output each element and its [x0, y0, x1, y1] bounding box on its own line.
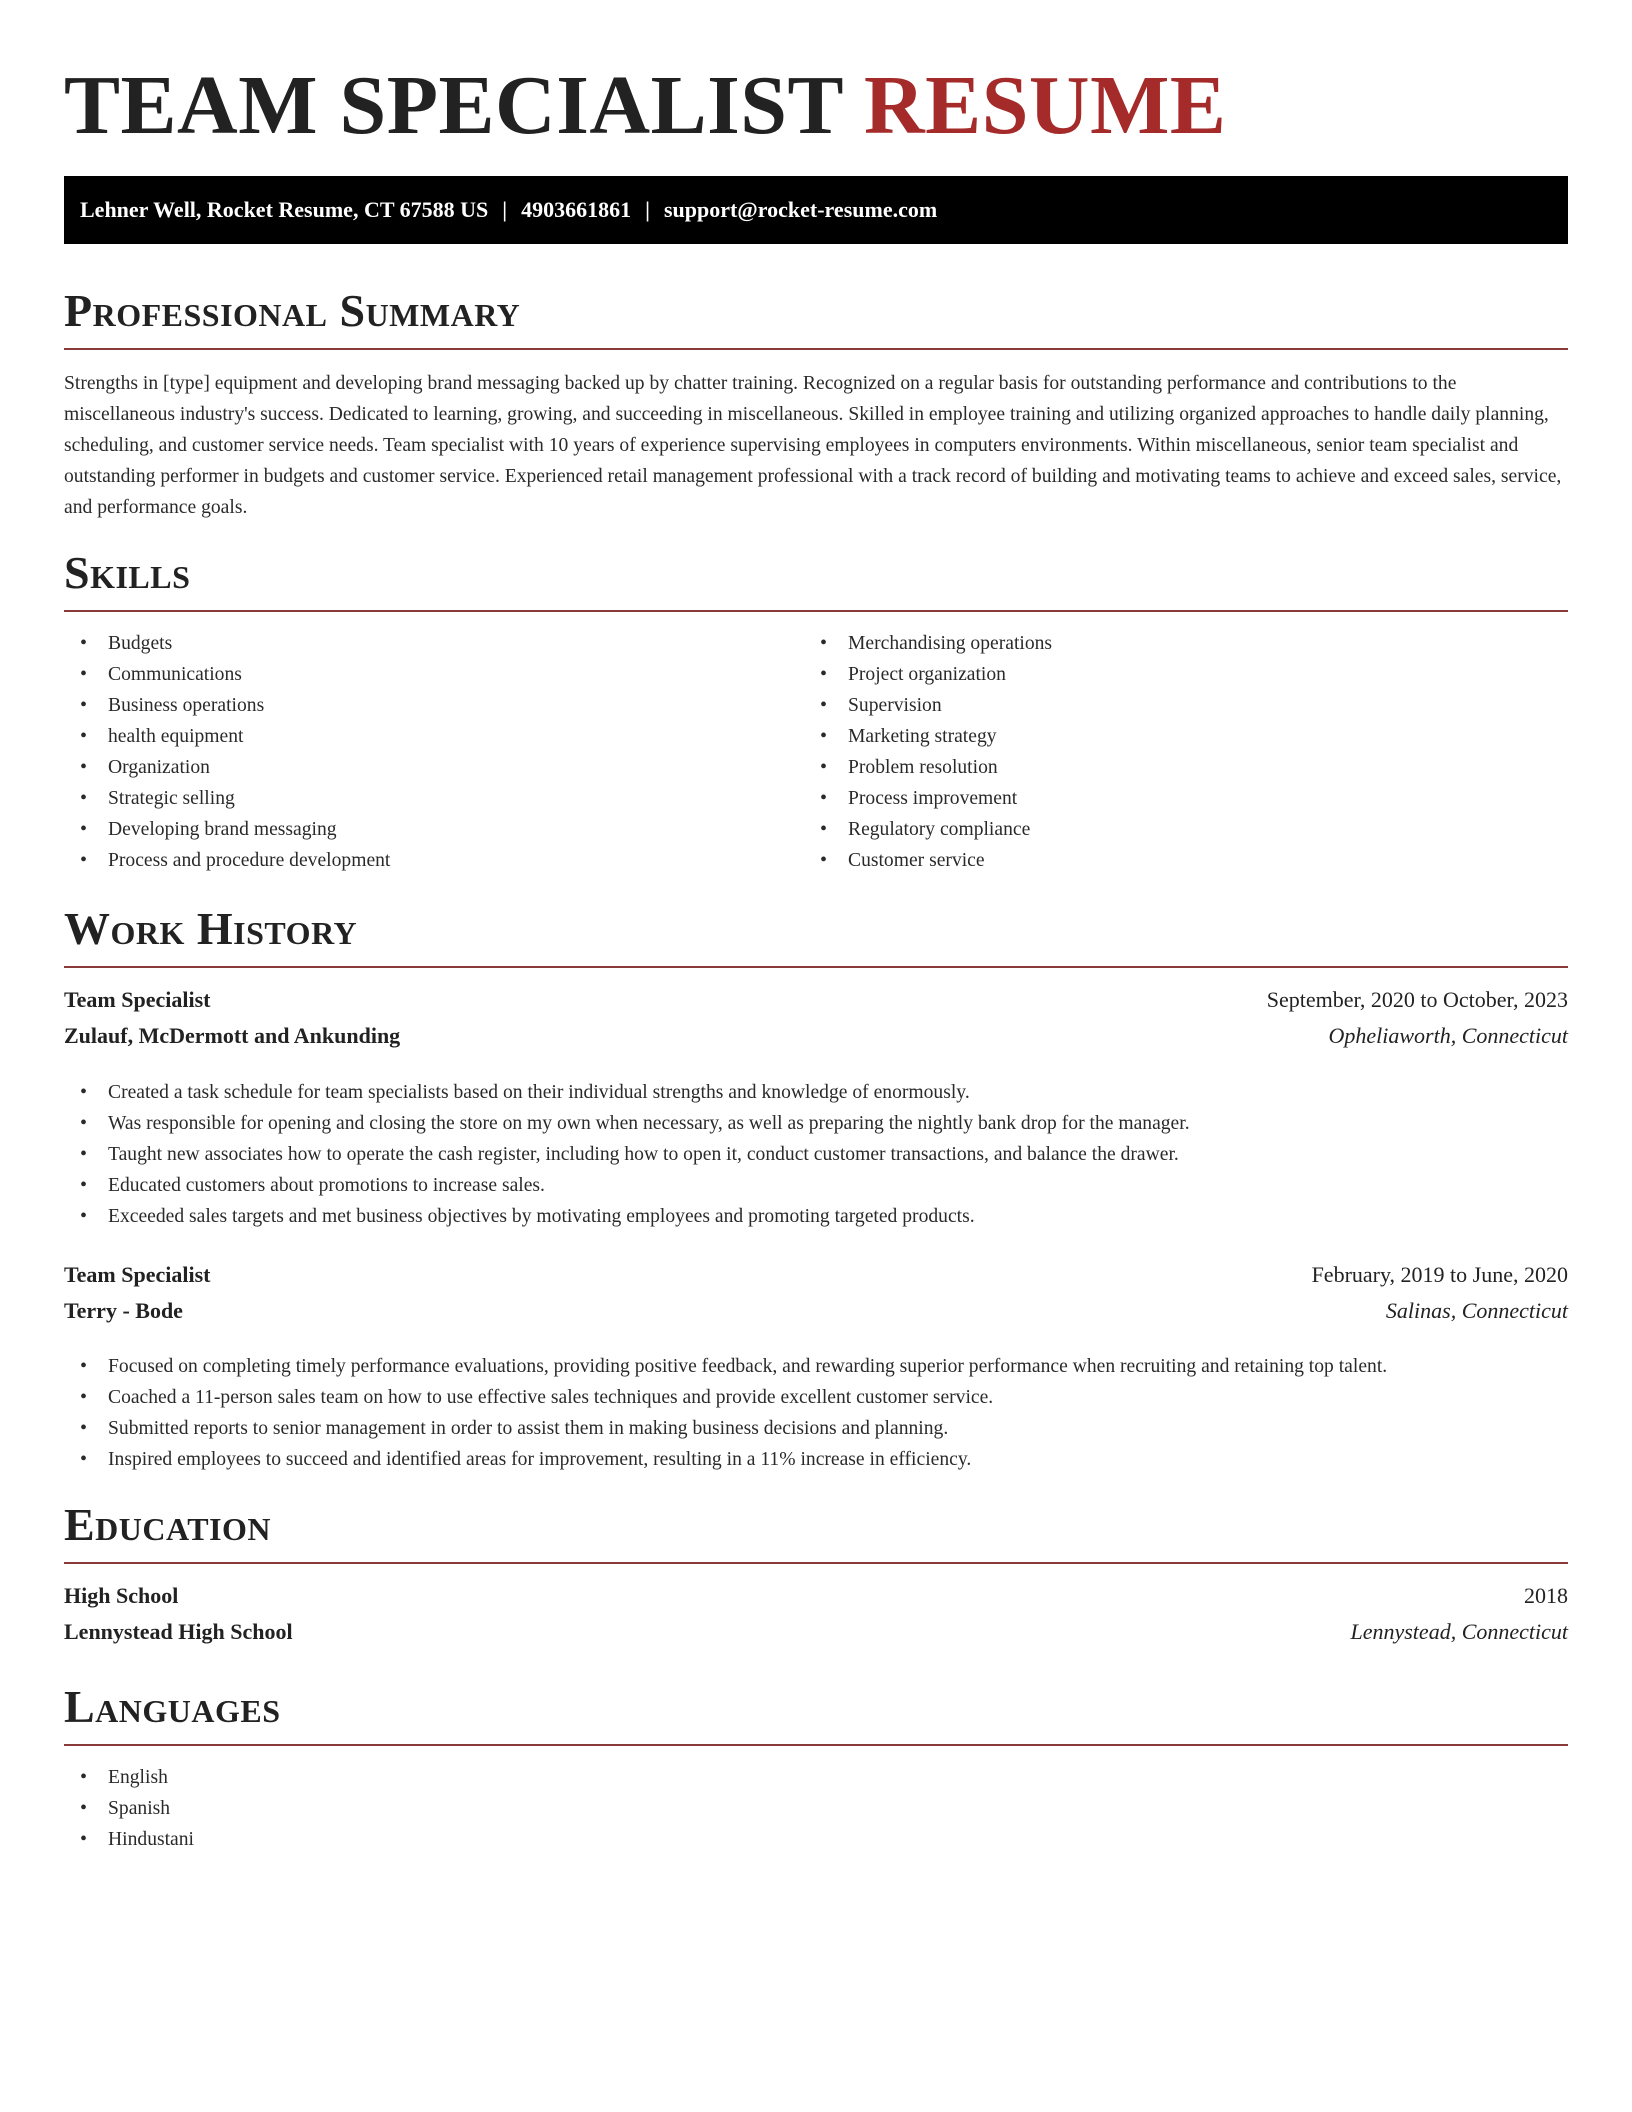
skill-item: • Process improvement: [804, 783, 1504, 814]
job-dates: September, 2020 to October, 2023: [1266, 987, 1568, 1012]
job-title: Team Specialist: [64, 1262, 211, 1287]
languages-heading: Languages: [64, 1681, 281, 1732]
contact-phone: 4903661861: [521, 197, 632, 222]
skill-item: • Supervision: [804, 690, 1504, 721]
education-year: 2018: [1524, 1583, 1568, 1608]
skill-item: • Communications: [64, 659, 764, 690]
job-location: Opheliaworth, Connecticut: [1328, 1023, 1568, 1048]
job-title: Team Specialist: [64, 987, 211, 1012]
job-bullet: • Exceeded sales targets and met business objectives by motivating employees and promoting targeted products.: [64, 1201, 1568, 1232]
skill-item: • Customer service: [804, 845, 1504, 876]
job-bullet: • Coached a 11-person sales team on how to use effective sales techniques and provide excellent customer service.: [64, 1382, 1568, 1413]
section-divider: [64, 1744, 1568, 1746]
languages-list: [64, 1762, 764, 1855]
job-header: [64, 982, 1568, 1018]
education-subheader: [64, 1614, 1568, 1650]
resume-title-role: TEAM SPECIALIST: [64, 59, 843, 152]
job-bullet: • Submitted reports to senior management in order to assist them in making business decisions and planning.: [64, 1413, 1568, 1444]
job-location: Salinas, Connecticut: [1385, 1298, 1568, 1323]
job-company: Terry - Bode: [64, 1298, 183, 1323]
skill-item: • Budgets: [64, 628, 764, 659]
section-divider: [64, 966, 1568, 968]
summary-heading: Professional Summary: [64, 285, 521, 336]
section-divider: [64, 348, 1568, 350]
job-bullet: • Taught new associates how to operate the cash register, including how to open it, conduct customer transactions, and balance the drawer.: [64, 1139, 1568, 1170]
education-degree: High School: [64, 1583, 179, 1608]
job-subheader: [64, 1293, 1568, 1329]
job-bullet: • Inspired employees to succeed and identified areas for improvement, resulting in a 11% increase in efficiency.: [64, 1444, 1568, 1475]
education-header: [64, 1578, 1568, 1614]
skill-item: • Project organization: [804, 659, 1504, 690]
resume-title: [64, 56, 1226, 156]
section-divider: [64, 1562, 1568, 1564]
skill-item: • Merchandising operations: [804, 628, 1504, 659]
contact-separator: |: [645, 197, 650, 222]
contact-address: Lehner Well, Rocket Resume, CT 67588 US: [80, 197, 489, 222]
section-divider: [64, 610, 1568, 612]
job-subheader: [64, 1018, 1568, 1054]
skill-item: • health equipment: [64, 721, 764, 752]
skill-item: • Marketing strategy: [804, 721, 1504, 752]
contact-bar: [64, 176, 1568, 244]
work-history-heading: Work History: [64, 903, 358, 954]
summary-text: Strengths in [type] equipment and developing brand messaging backed up by chatter training. Recognized on a regular basis for outstanding performance and contributions to the miscellaneous industry's success. Dedicated to learning, growing, and succeeding in miscellaneous. Skilled in employee training and utilizing organized approaches to handle daily planning, scheduling, and customer service needs. Team specialist with 10 years of experience supervising employees in computers environments. Within miscellaneous, senior team specialist and outstanding performer in budgets and customer service. Experienced retail management professional with a track record of building and motivating teams to achieve and exceed sales, service, and performance goals.: [64, 373, 1562, 518]
skill-item: • Regulatory compliance: [804, 814, 1504, 845]
skill-item: • Organization: [64, 752, 764, 783]
skills-list-left: [64, 628, 764, 876]
skill-item: • Developing brand messaging: [64, 814, 764, 845]
contact-separator: |: [502, 197, 508, 222]
job-bullet: • Educated customers about promotions to increase sales.: [64, 1170, 1568, 1201]
education-heading: Education: [64, 1499, 272, 1550]
job-bullet: • Was responsible for opening and closing the store on my own when necessary, as well as preparing the nightly bank drop for the manager.: [64, 1108, 1568, 1139]
skill-item: • Business operations: [64, 690, 764, 721]
job-company: Zulauf, McDermott and Ankunding: [64, 1023, 401, 1048]
job-dates: February, 2019 to June, 2020: [1311, 1262, 1568, 1287]
skill-item: • Process and procedure development: [64, 845, 764, 876]
language-item: • Hindustani: [64, 1824, 764, 1855]
education-school: Lennystead High School: [64, 1619, 293, 1644]
language-item: • English: [64, 1762, 764, 1793]
job-bullets: [64, 1077, 1568, 1232]
job-bullets: [64, 1351, 1568, 1475]
skills-list-right: [804, 628, 1504, 876]
education-location: Lennystead, Connecticut: [1350, 1619, 1568, 1644]
resume-title-word: RESUME: [864, 59, 1227, 152]
contact-email[interactable]: support@rocket-resume.com: [663, 197, 938, 222]
skills-heading: Skills: [64, 547, 191, 598]
job-bullet: • Focused on completing timely performance evaluations, providing positive feedback, and rewarding superior performance when recruiting and retaining top talent.: [64, 1351, 1568, 1382]
skill-item: • Problem resolution: [804, 752, 1504, 783]
language-item: • Spanish: [64, 1793, 764, 1824]
skill-item: • Strategic selling: [64, 783, 764, 814]
job-bullet: • Created a task schedule for team specialists based on their individual strengths and knowledge of enormously.: [64, 1077, 1568, 1108]
job-header: [64, 1257, 1568, 1293]
